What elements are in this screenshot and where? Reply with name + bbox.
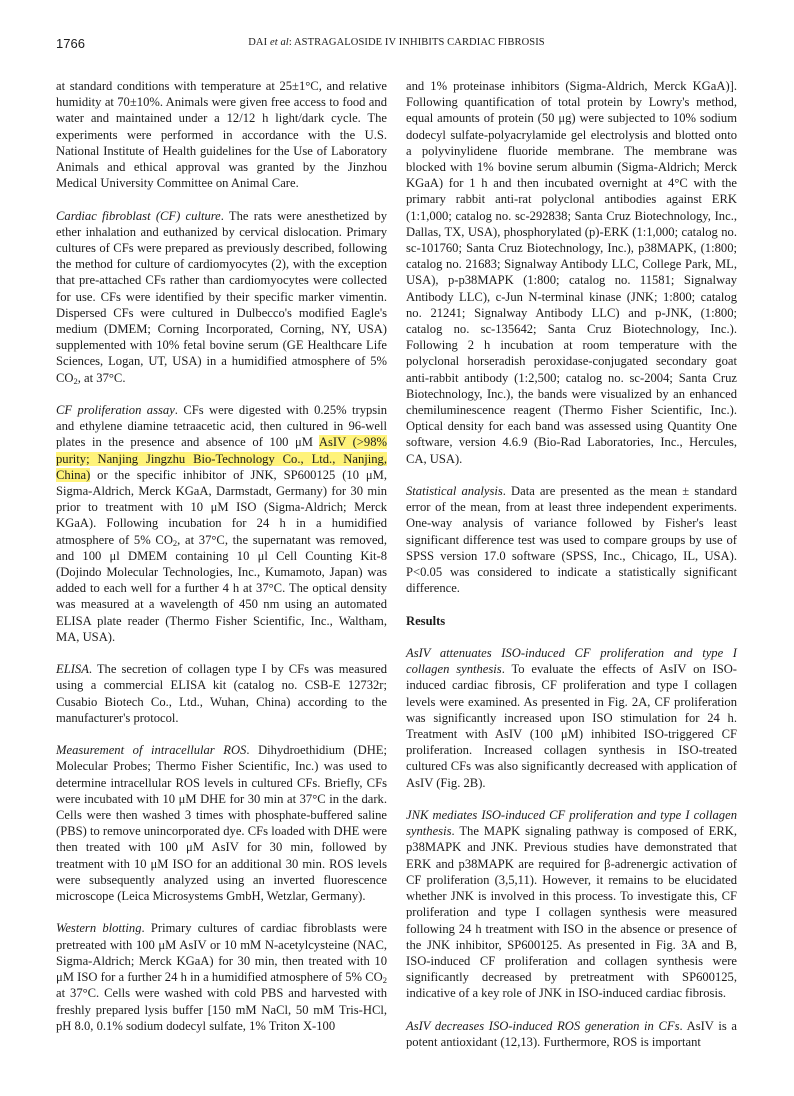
subheading-western-blotting: Western blotting — [56, 921, 142, 936]
page-number: 1766 — [56, 36, 85, 51]
paragraph-statistical-analysis — [406, 483, 737, 596]
paragraph-text: at 37°C. Cells were washed with cold PBS and harvested with freshly prepared lysis buffer [150 mM NaCl, 50 mM Tris-HCl, pH 8.0, 0.1% sodium dodecyl sulfate, 1% Triton X-100 — [56, 986, 387, 1033]
paragraph-text: . Data are presented as the mean ± standard error of the mean, from at least three independent experiments. One-way analysis of variance followed by Fisher's least significant difference test was used to compare groups by use of SPSS version 17.0 software (SPSS, Inc., Chicago, IL, USA). P<0.05 was considered to indicate a statistically significant difference. — [406, 484, 737, 596]
paragraph-proliferation-assay — [56, 402, 387, 645]
subheading-proliferation-assay: CF proliferation assay — [56, 403, 175, 418]
paragraph-text: . The MAPK signaling pathway is composed of ERK, p38MAPK and JNK. Previous studies have demonstrated that ERK and p38MAPK are required for β-adrenergic activation of CF proliferation (3,5,11). However, it remains to be elucidated whether JNK is involved in this process. To investigate this, CF proliferation and type I collagen synthesis were measured following 24 h treatment with ISO in the absence or presence of the JNK inhibitor, SP600125. As presented in Fig. 3A and B, ISO-induced CF proliferation and collagen synthesis were significantly decreased by pretreatment with SP600125, indicative of a key role of JNK in ISO-induced cardiac fibrosis. — [406, 824, 737, 1001]
paragraph-asiv-attenuates — [406, 645, 737, 791]
running-title-text: : ASTRAGALOSIDE IV INHIBITS CARDIAC FIBROSIS — [288, 37, 545, 48]
running-header — [56, 36, 737, 52]
paragraph-text: . Primary cultures of cardiac fibroblasts were pretreated with 100 μM AsIV or 10 mM N-acetylcysteine (NAC, Sigma-Aldrich; Merck KGaA) for 30 min, then treated with 10 μM ISO for a further 24 h in a humidified atmosphere of 5% CO — [56, 921, 387, 985]
subscript: 2 — [172, 537, 178, 548]
subscript: 2 — [73, 375, 78, 386]
running-title-etal: et al — [269, 37, 289, 48]
highlighted-text[interactable]: AsIV (>98% purity; Nanjing Jingzhu Bio-Technology Co., Ltd., Nanjing, China) — [56, 435, 387, 482]
paragraph-text: . To evaluate the effects of AsIV on ISO-induced cardiac fibrosis, CF proliferation and type I collagen levels were examined. As presented in Fig. 2A, CF proliferation was significantly increased upon ISO stimulation for 24 h. Treatment with AsIV (100 μM) inhibited ISO-triggered CF proliferation. Increased collagen synthesis in ISO-treated cultured CFs was also significantly decreased with application of AsIV (Fig. 2B). — [406, 662, 737, 790]
paragraph-elisa — [56, 661, 387, 726]
subheading-jnk-mediates: JNK mediates ISO-induced CF proliferation and type I collagen synthesis — [406, 808, 737, 839]
paragraph-text: . The rats were anesthetized by ether inhalation and euthanized by cervical dislocation. Primary cultures of CFs were prepared as previously described, following the method for culture of cardiomyocytes (2), with the exception that pre-attached CFs rather than cardiomyocytes were collected for use. CFs were identified by their specific marker vimentin. Dispersed CFs were cultured in Dulbecco's modified Eagle's medium (DMEM; Corning Incorporated, Corning, NY, USA) supplemented with 10% fetal bovine serum (GE Healthcare Life Sciences, Logan, UT, USA) in a humidified atmosphere of 5% CO — [56, 208, 387, 385]
paragraph-western-blotting — [56, 920, 387, 1033]
paragraph-text: . The secretion of collagen type I by CFs was measured using a commercial ELISA kit (catalog no. CSB-E 12732r; Cusabio Biotech Co., Ltd., Wuhan, China) according to the manufacturer's protocol. — [56, 662, 387, 725]
paragraph-jnk-mediates — [406, 807, 737, 1001]
subheading-cf-culture: Cardiac fibroblast (CF) culture — [56, 208, 221, 223]
paragraph-text: . AsIV is a potent antioxidant (12,13). Furthermore, ROS is important — [406, 1018, 737, 1049]
paragraph-text: or the specific inhibitor of JNK, SP600125 (10 μM, Sigma-Aldrich, Merck KGaA, Darmstadt, Germany) for 30 min prior to treatment with 10 μM ISO (Sigma-Aldrich; Merck KGaA). Following incubation for 24 h in a humidified atmosphere of 5% CO — [56, 467, 387, 547]
running-title — [56, 37, 737, 48]
paragraph-text: , at 37°C. — [77, 370, 126, 385]
paragraph-ros-measurement — [56, 742, 387, 904]
paragraph-text: , at 37°C, the supernatant was removed, and 100 μl DMEM containing 10 μl Cell Counting Kit-8 (Dojindo Molecular Technologies, Inc., Kumamoto, Japan) was added to each well for a further 4 h at 37°C. The optical density was measured at a wavelength of 450 nm using an automated ELISA plate reader (Thermo Fisher Scientific, Inc., Waltham, MA, USA). — [56, 532, 387, 644]
subheading-asiv-attenuates: AsIV attenuates ISO-induced CF proliferation and type I collagen synthesis — [406, 646, 737, 677]
left-column — [56, 78, 387, 1050]
running-title-authors: DAI — [248, 37, 268, 48]
paragraph-animal-conditions: at standard conditions with temperature at 25±1°C, and relative humidity at 70±10%. Animals were given free access to food and water and maintained under a 12/12 h light/dark cycle. The experiments were performed in accordance with the U.S. National Institute of Health guidelines for the Use of Laboratory Animals and ethical approval was granted by the Jinzhou Medical University Committee on Animal Care. — [56, 79, 387, 191]
paragraph-cf-culture — [56, 208, 387, 386]
right-column — [406, 78, 737, 1066]
paragraph-asiv-ros — [406, 1018, 737, 1050]
subscript: 2 — [382, 975, 387, 986]
subheading-ros-measurement: Measurement of intracellular ROS — [56, 743, 247, 758]
section-heading-results: Results — [406, 613, 446, 628]
subheading-asiv-ros: AsIV decreases ISO-induced ROS generation in CFs — [406, 1018, 680, 1033]
subheading-statistical-analysis: Statistical analysis — [406, 484, 503, 499]
paragraph-text: . Dihydroethidium (DHE; Molecular Probes; Thermo Fisher Scientific, Inc.) was used to determine intracellular ROS levels in cultured CFs. Briefly, CFs were incubated with 10 μM DHE for 30 min at 37°C in the dark. Cells were then washed 3 times with phosphate-buffered saline (PBS) to remove unincorporated dye. CFs loaded with DHE were then treated with 100 μM AsIV for 30 min, followed by treatment with 10 μM ISO for an additional 30 min. ROS levels were subsequently analyzed using an inverted fluorescence microscope (Leica Microsystems GmbH, Wetzlar, Germany). — [56, 743, 387, 904]
subheading-elisa: ELISA — [56, 662, 89, 677]
paragraph-text: . CFs were digested with 0.25% trypsin and ethylene diamine tetraacetic acid, then cultured in 96-well plates in the presence and absence of 100 μM — [56, 403, 388, 450]
paragraph-western-blotting-cont: and 1% proteinase inhibitors (Sigma-Aldrich, Merck KGaA)]. Following quantification of total protein by Lowry's method, equal amounts of protein (50 μg) were subjected to 10% sodium dodecyl sulfate-polyacrylamide gel electrolysis and blotted onto a polyvinylidene fluoride membrane. The membrane was blocked with 1% bovine serum albumin (Sigma-Aldrich; Merck KGaA) for 1 h and then incubated overnight at 4°C with the primary rabbit anti-rat polyclonal antibodies against ERK (1:1,000; catalog no. sc-292838; Santa Cruz Biotechnology, Inc., Dallas, TX, USA), phosphorylated (p)-ERK (1:1,000; catalog no. sc-101760; Santa Cruz Biotechnology, Inc.), p38MAPK, (1:800; catalog no. 21683; Signalway Antibody LLC, College Park, ML, USA), p-p38MAPK (1:800; catalog no. 11581; Signalway Antibody LLC), c-Jun N-terminal kinase (JNK; 1:800; catalog no. 21241; Signalway Antibody LLC) and p-JNK, (1:800; catalog no. sc-135642; Santa Cruz Biotechnology, Inc.). Following 2 h incubation at room temperature with the polyclonal horseradish peroxidase-conjugated secondary goat anti-rabbit antibody (1:2,500; catalog no. sc-2004; Santa Cruz Biotechnology, Inc.), the bands were visualized by an enhanced chemiluminescence reagent (Thermo Fisher Scientific, Inc.). Optical density for each band was assessed using Quantity One software, version 4.6.9 (Bio-Rad Laboratories, Inc., Hercules, CA, USA). — [406, 79, 737, 466]
